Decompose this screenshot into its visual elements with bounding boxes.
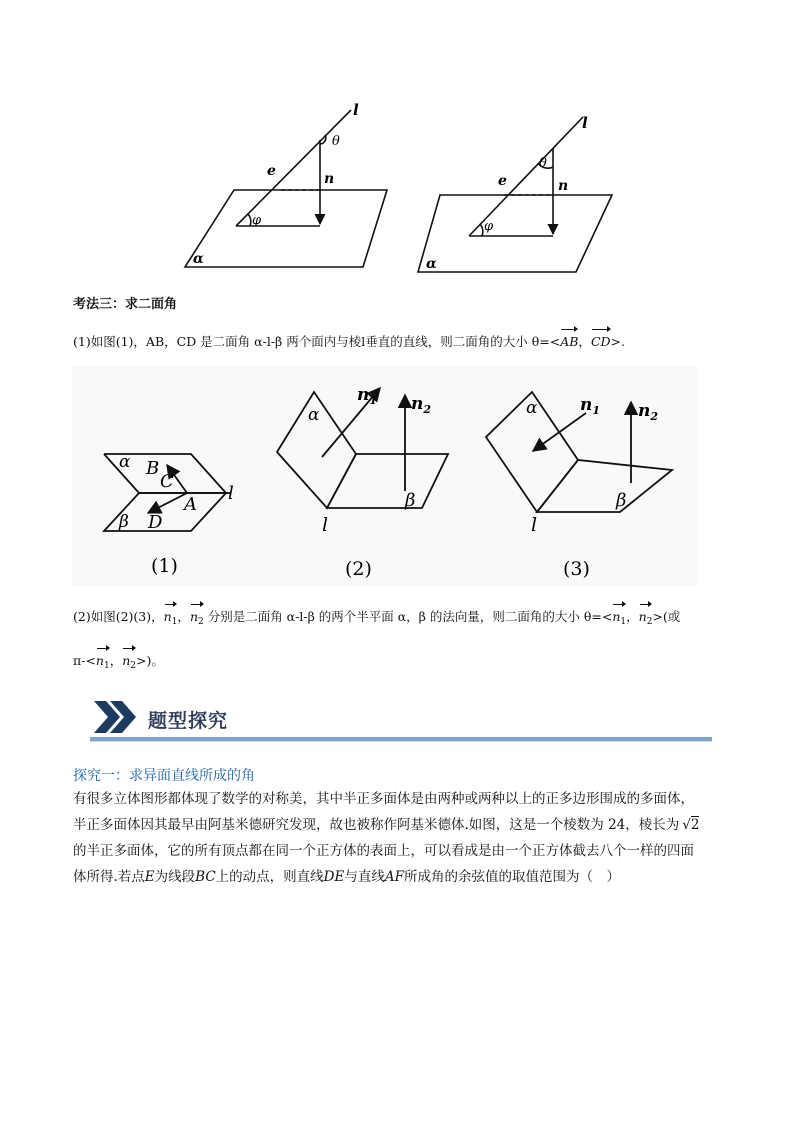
- p2-comma-3: ，: [109, 653, 123, 668]
- label-phi-right: φ: [484, 219, 494, 234]
- vector-n2-b: $n_2$: [639, 607, 653, 632]
- double-chevron-icon: [92, 699, 138, 735]
- line-plane-angle-figure: [170, 95, 620, 275]
- p1-comma: ，: [578, 334, 591, 349]
- label-theta-right: θ: [539, 156, 547, 171]
- p2-pre: (2)如图(2)(3)，: [73, 609, 164, 624]
- fig3-label-l: l: [531, 514, 538, 536]
- fig3-caption: (3): [563, 558, 590, 580]
- plane-alpha-right: [418, 195, 612, 272]
- fig2-label-n2: $n_2$: [411, 394, 432, 416]
- problem-line-2: 半正多面体因其最早由阿基米德研究发现，故也被称作阿基米德体.如图，这是一个棱数为 24，棱长为 √2: [73, 817, 700, 833]
- label-l-left: l: [353, 101, 359, 119]
- problem-line-4: 体所得.若点E为线段BC上的动点，则直线DE与直线AF所成角的余弦值的取值范围为（ ）: [73, 869, 620, 885]
- label-phi-left: φ: [252, 213, 262, 228]
- plane-alpha-left: [185, 190, 387, 267]
- label-e-left: e: [267, 163, 276, 179]
- p1-end: >.: [610, 334, 625, 349]
- p1-text: (1)如图(1)，AB，CD 是二面角 α-l-β 两个面内与棱l垂直的直线，则二面角的大小 θ=<: [73, 334, 561, 349]
- fig2-label-beta: β: [405, 490, 416, 511]
- p2-post: >(或: [652, 609, 681, 624]
- fig1-label-d: D: [148, 512, 163, 533]
- p2-line2-pre: π-<: [73, 653, 96, 668]
- sqrt-symbol: √2: [682, 817, 700, 833]
- left-diagram: [185, 110, 387, 267]
- fig3-label-beta: β: [616, 490, 627, 511]
- paragraph-1: [73, 332, 625, 352]
- problem-text: [73, 786, 723, 890]
- fig1-label-c: C: [160, 471, 174, 492]
- label-l-right: l: [582, 114, 588, 132]
- fig2-label-alpha: α: [308, 405, 320, 425]
- label-theta-left: θ: [332, 134, 340, 149]
- fig3-label-n2: $n_2$: [638, 401, 659, 423]
- paragraph-2-line1: [73, 607, 680, 632]
- explore-heading: 探究一：求异面直线所成的角: [73, 768, 255, 784]
- right-diagram: [418, 117, 612, 272]
- vector-n2: $n_2$: [190, 607, 204, 632]
- label-n-left: n: [324, 171, 335, 187]
- vector-ab: AB: [560, 332, 578, 352]
- label-n-right: n: [558, 178, 569, 194]
- fig1-label-l: l: [228, 483, 234, 504]
- fig1-caption: (1): [151, 555, 178, 577]
- label-e-right: e: [498, 173, 507, 189]
- p2-comma-2: ，: [626, 609, 639, 624]
- vector-n1-c: $n_1$: [96, 651, 110, 676]
- p2-comma-1: ，: [177, 609, 190, 624]
- p2-mid: 分别是二面角 α-l-β 的两个半平面 α，β 的法向量，则二面角的大小 θ=<: [203, 609, 613, 624]
- vector-n1: $n_1$: [164, 607, 178, 632]
- fig1-label-alpha: α: [119, 452, 131, 472]
- fig2-caption: (2): [345, 558, 372, 580]
- phi-arc-right: [480, 224, 483, 236]
- line-l-left: [236, 110, 351, 226]
- section-banner: [90, 696, 712, 744]
- fig1-label-a: A: [184, 494, 197, 515]
- dihedral-angle-figure: [72, 365, 697, 587]
- fig3-label-alpha: α: [526, 398, 538, 418]
- label-alpha-left: α: [193, 251, 204, 267]
- label-alpha-right: α: [426, 256, 437, 272]
- fig1-label-beta: β: [119, 512, 129, 532]
- fig2-label-n1: $n_1$: [357, 385, 378, 407]
- problem-line-3: 的半正多面体，它的所有顶点都在同一个正方体的表面上，可以看成是由一个正方体截去八个一样的四面: [73, 843, 694, 859]
- banner-underline-shadow: [90, 741, 712, 742]
- banner-title: 题型探究: [148, 710, 229, 732]
- section-heading: 考法三：求二面角: [73, 297, 178, 312]
- paragraph-2-line2: [73, 651, 164, 676]
- p2-line2-post: >)。: [136, 653, 164, 668]
- vector-n2-c: $n_2$: [122, 651, 136, 676]
- vector-n1-b: $n_1$: [612, 607, 626, 632]
- fig3-label-n1: $n_1$: [580, 395, 601, 417]
- problem-line-1: 有很多立体图形都体现了数学的对称美，其中半正多面体是由两种或两种以上的正多边形围成的多面体，: [73, 791, 694, 807]
- vector-cd: CD: [591, 332, 611, 352]
- fig1-label-b: B: [146, 458, 160, 479]
- phi-arc-left: [248, 214, 251, 226]
- fig2-label-l: l: [322, 514, 329, 536]
